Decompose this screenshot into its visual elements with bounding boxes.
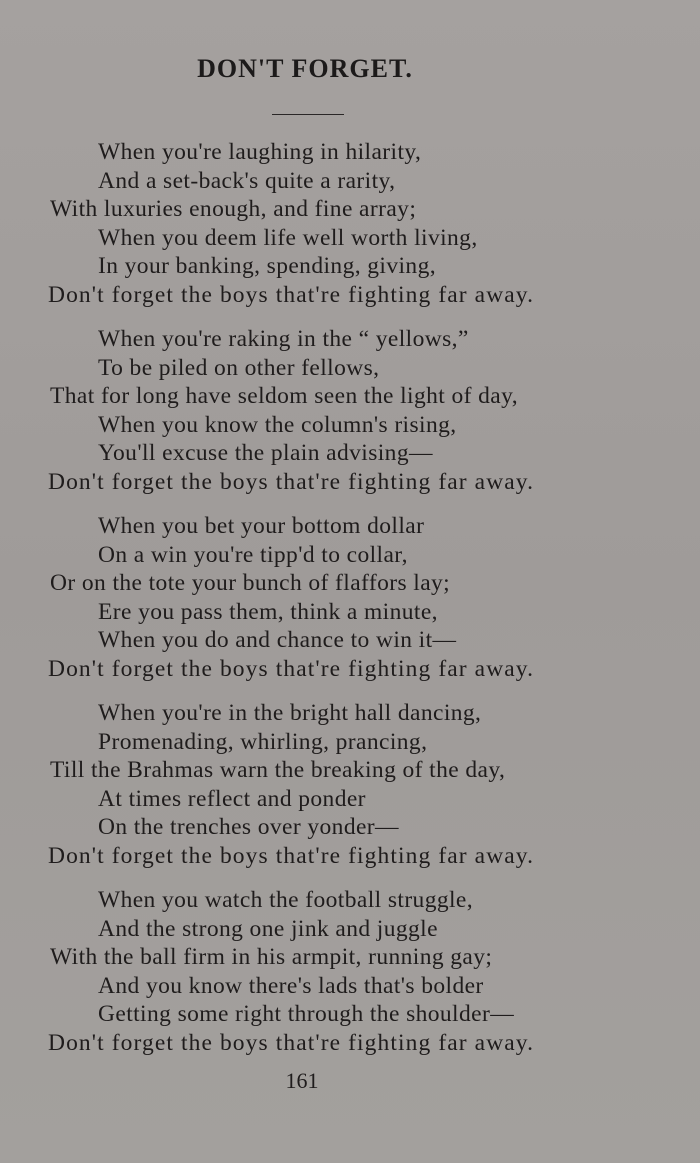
poem-line: When you're laughing in hilarity,	[98, 139, 422, 165]
poem-line: When you deem life well worth living,	[98, 224, 478, 251]
poem-line: Ere you pass them, think a minute,	[98, 598, 438, 625]
poem-line: And the strong one jink and juggle	[98, 915, 438, 942]
poem-line: In your banking, spending, giving,	[98, 253, 436, 279]
stanza-4	[0, 699, 700, 870]
poem-line: You'll excuse the plain advising—	[98, 440, 433, 466]
poem-line: When you're in the bright hall dancing,	[98, 700, 482, 726]
poem-line: Getting some right through the shoulder—	[98, 1001, 515, 1027]
title-rule	[272, 114, 344, 115]
poem-line: With luxuries enough, and fine array;	[50, 196, 417, 222]
poem-line: When you watch the football struggle,	[98, 887, 474, 913]
refrain-line: Don't forget the boys that're fighting far away.	[48, 468, 535, 495]
poem-line: When you're raking in the “ yellows,”	[98, 326, 469, 352]
refrain-line: Don't forget the boys that're fighting far away.	[48, 842, 535, 869]
stanza-5	[0, 886, 700, 1057]
stanza-3	[0, 512, 700, 683]
poem-line: On the trenches over yonder—	[98, 814, 399, 840]
stanza-1	[0, 138, 700, 309]
poem-line: With the ball firm in his armpit, running gay;	[50, 944, 493, 970]
poem-line: That for long have seldom seen the light of day,	[50, 383, 518, 409]
poem-title: DON'T FORGET.	[197, 54, 413, 83]
poem-line: On a win you're tipp'd to collar,	[98, 541, 408, 568]
poem-line: Or on the tote your bunch of flaffors lay;	[50, 570, 451, 596]
poem-line: Till the Brahmas warn the breaking of the day,	[50, 757, 506, 783]
refrain-line: Don't forget the boys that're fighting far away.	[48, 655, 535, 682]
poem-line: When you know the column's rising,	[98, 411, 457, 438]
poem-line: When you do and chance to win it—	[98, 627, 457, 653]
poem-line: And you know there's lads that's bolder	[98, 972, 484, 999]
poem-line: Promenading, whirling, prancing,	[98, 728, 428, 755]
stanza-2	[0, 325, 700, 496]
poem-line: At times reflect and ponder	[98, 785, 366, 812]
poem-line: When you bet your bottom dollar	[98, 513, 425, 539]
page-number: 161	[285, 1068, 319, 1093]
refrain-line: Don't forget the boys that're fighting far away.	[48, 1029, 535, 1056]
poem-line: And a set-back's quite a rarity,	[98, 167, 396, 194]
poem-body	[0, 138, 700, 1073]
refrain-line: Don't forget the boys that're fighting far away.	[48, 281, 535, 308]
poem-line: To be piled on other fellows,	[98, 354, 380, 381]
